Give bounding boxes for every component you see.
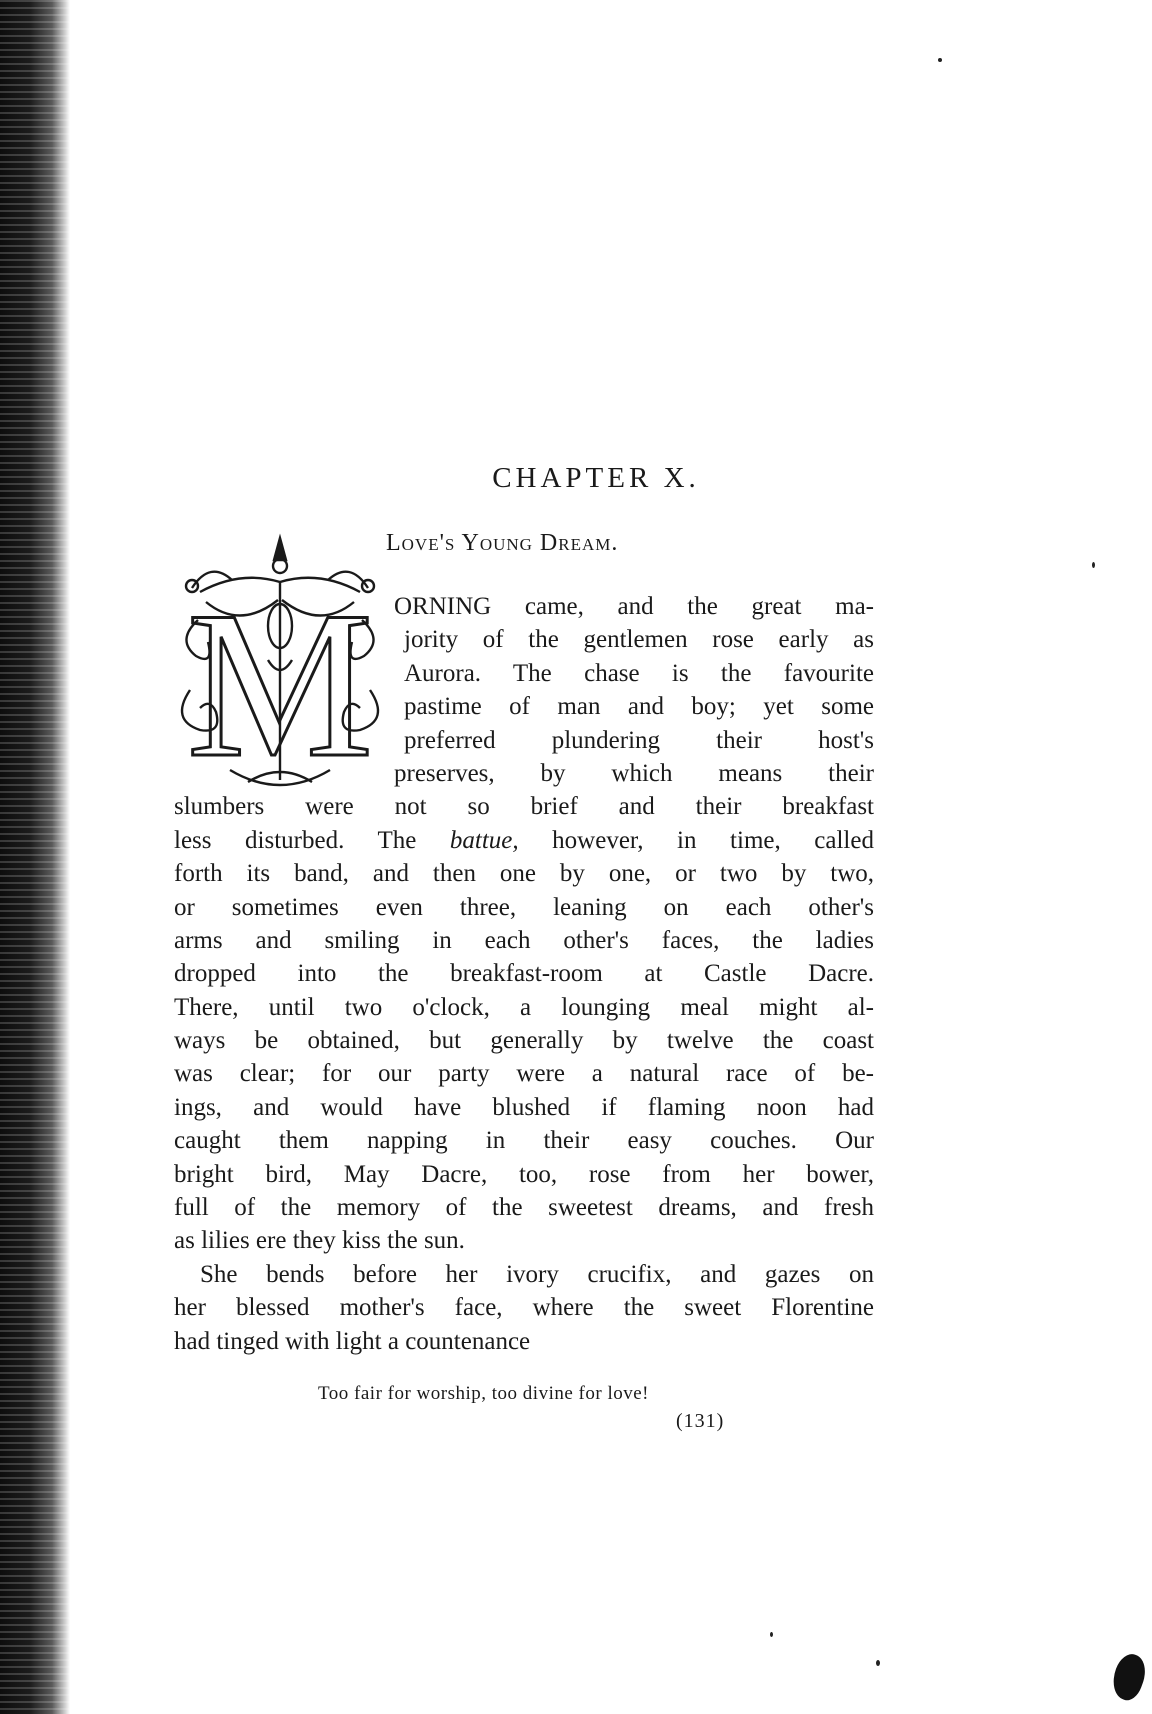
text-line: Aurora. The chase is the favourite (404, 659, 874, 687)
text-fragment: less disturbed. The (174, 826, 450, 854)
text-line: full of the memory of the sweetest dreams, and fresh (174, 1194, 874, 1222)
chapter-subtitle: Love's Young Dream. (386, 530, 619, 556)
ink-speck (938, 58, 942, 62)
text-line: arms and smiling in each other's faces, the ladies (174, 926, 874, 954)
ink-speck (770, 1632, 773, 1637)
text-line: She bends before her ivory crucifix, and gazes on (200, 1260, 874, 1288)
text-line: preferred plundering their host's (404, 726, 874, 754)
binding-gutter (0, 0, 70, 1714)
initial-letter: M (186, 569, 374, 800)
italic-word: battue, (449, 826, 519, 854)
ink-speck (1092, 562, 1095, 568)
text-line: or sometimes even three, leaning on each other's (174, 893, 874, 921)
chapter-title: CHAPTER X. (492, 462, 700, 494)
text-line: was clear; for our party were a natural race of be- (174, 1060, 874, 1088)
text-line: had tinged with light a countenance (174, 1327, 531, 1355)
text-line: as lilies ere they kiss the sun. (174, 1227, 465, 1255)
text-line: preserves, by which means their (394, 759, 874, 787)
text-line: pastime of man and boy; yet some (404, 693, 874, 721)
text-line: ORNING came, and the great ma- (394, 593, 874, 620)
text-line: forth its band, and then one by one, or two by two, (174, 860, 874, 888)
text-line (174, 824, 874, 857)
ink-speck (876, 1660, 880, 1666)
ink-blot (1107, 1650, 1151, 1703)
text-line: There, until two o'clock, a lounging meal might al- (174, 993, 874, 1021)
text-line: her blessed mother's face, where the sweet Florentine (174, 1294, 874, 1322)
text-line: bright bird, May Dacre, too, rose from her bower, (174, 1160, 874, 1188)
page-number: (131) (676, 1410, 725, 1432)
text-line: dropped into the breakfast-room at Castle Dacre. (174, 960, 874, 988)
body-text (174, 590, 874, 1358)
text-line: caught them napping in their easy couches. Our (174, 1127, 874, 1155)
text-line: ings, and would have blushed if flaming noon had (174, 1093, 874, 1121)
verse-quote: Too fair for worship, too divine for love! (318, 1383, 649, 1404)
text-line: ways be obtained, but generally by twelve the coast (174, 1027, 874, 1055)
text-line: slumbers were not so brief and their breakfast (174, 793, 874, 821)
text-line: jority of the gentlemen rose early as (404, 626, 874, 654)
text-fragment: however, in time, called (518, 826, 874, 854)
